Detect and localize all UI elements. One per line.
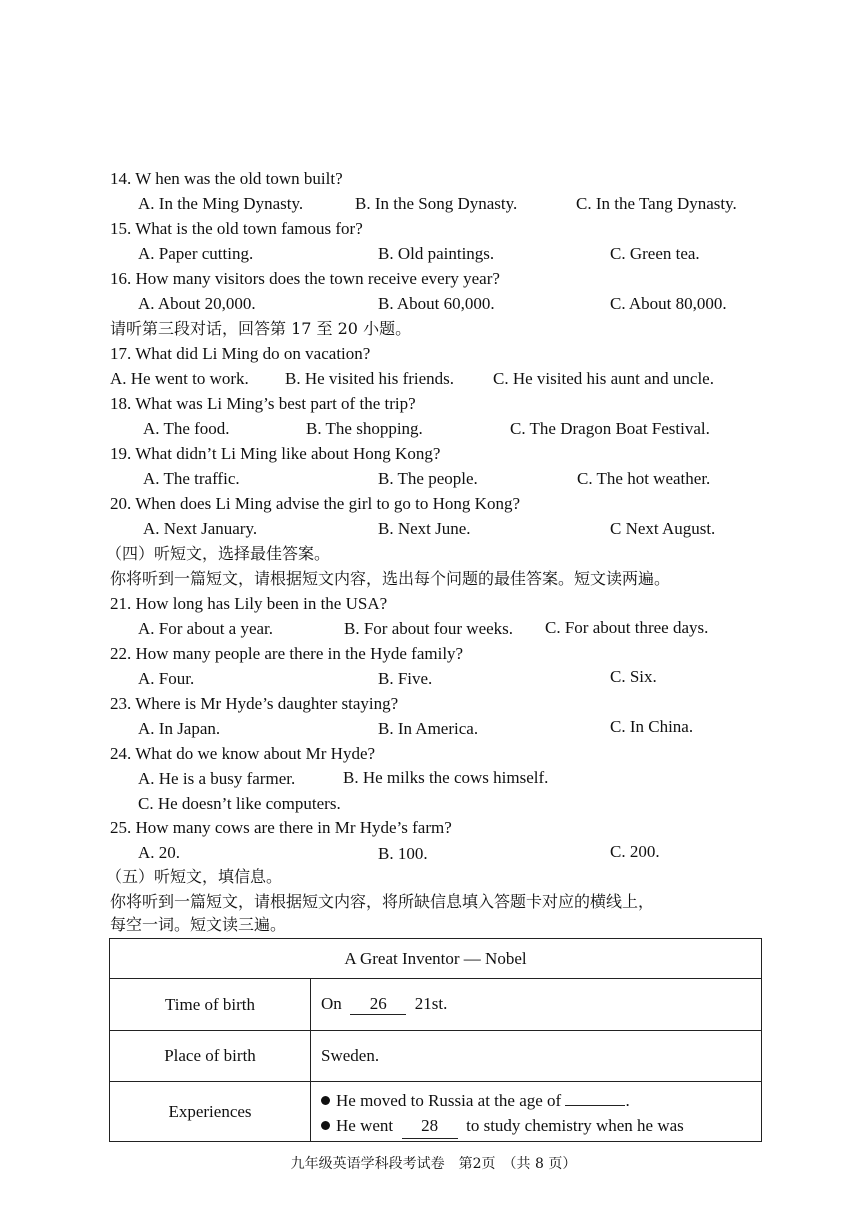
- option-22c: C. Six.: [610, 667, 657, 686]
- place-of-birth-label: Place of birth: [110, 1031, 311, 1082]
- option-18a: A. The food.: [143, 419, 230, 438]
- option-23c: C. In China.: [610, 717, 694, 736]
- question-23: 23. Where is Mr Hyde’s daughter staying?: [110, 694, 399, 713]
- info-table: [109, 938, 762, 1142]
- part5-desc-2: 每空一词。短文读三遍。: [110, 915, 287, 934]
- option-22b: B. Five.: [378, 669, 433, 688]
- blank-26[interactable]: 26: [350, 994, 406, 1015]
- option-23b: B. In America.: [378, 719, 479, 738]
- question-18: 18. What was Li Ming’s best part of the trip?: [110, 394, 416, 413]
- part4-title: （四）听短文，选择最佳答案。: [106, 544, 331, 563]
- option-24a: A. He is a busy farmer.: [138, 769, 296, 788]
- blank-27[interactable]: [565, 1105, 625, 1106]
- option-17b: B. He visited his friends.: [285, 369, 455, 388]
- part4-desc: 你将听到一篇短文，请根据短文内容，选出每个问题的最佳答案。短文读两遍。: [110, 569, 671, 588]
- option-16c: C. About 80,000.: [610, 294, 727, 313]
- blank-28[interactable]: 28: [402, 1113, 458, 1139]
- option-14b: B. In the Song Dynasty.: [355, 194, 518, 213]
- option-15b: B. Old paintings.: [378, 244, 495, 263]
- page-footer: 九年级英语学科段考试卷 第2页 （共 8 页）: [290, 1156, 577, 1172]
- option-25c: C. 200.: [610, 842, 660, 861]
- option-18c: C. The Dragon Boat Festival.: [510, 419, 710, 438]
- option-20a: A. Next January.: [143, 519, 258, 538]
- option-17c: C. He visited his aunt and uncle.: [493, 369, 714, 388]
- time-of-birth-value: On 26 21st.: [311, 979, 762, 1031]
- option-15c: C. Green tea.: [610, 244, 700, 263]
- question-19: 19. What didn’t Li Ming like about Hong Kong?: [110, 444, 441, 463]
- question-20: 20. When does Li Ming advise the girl to go to Hong Kong?: [110, 494, 521, 513]
- part5-title: （五）听短文，填信息。: [106, 867, 283, 886]
- option-21a: A. For about a year.: [138, 619, 274, 638]
- option-16b: B. About 60,000.: [378, 294, 495, 313]
- option-18b: B. The shopping.: [306, 419, 423, 438]
- question-25: 25. How many cows are there in Mr Hyde’s farm?: [110, 818, 452, 837]
- option-14a: A. In the Ming Dynasty.: [138, 194, 304, 213]
- experiences-value: [311, 1082, 762, 1142]
- option-16a: A. About 20,000.: [138, 294, 256, 313]
- bullet-icon: [321, 1121, 330, 1130]
- question-21: 21. How long has Lily been in the USA?: [110, 594, 388, 613]
- option-24c: C. He doesn’t like computers.: [138, 794, 341, 813]
- option-20b: B. Next June.: [378, 519, 471, 538]
- option-21b: B. For about four weeks.: [344, 619, 514, 638]
- question-14: 14. W hen was the old town built?: [110, 169, 343, 188]
- place-of-birth-value: Sweden.: [311, 1031, 762, 1082]
- experiences-label: Experiences: [110, 1082, 311, 1142]
- question-22: 22. How many people are there in the Hyde family?: [110, 644, 464, 663]
- question-16: 16. How many visitors does the town receive every year?: [110, 269, 500, 288]
- question-15: 15. What is the old town famous for?: [110, 219, 363, 238]
- experience-line-1: He moved to Russia at the age of .: [321, 1088, 751, 1113]
- option-19c: C. The hot weather.: [577, 469, 711, 488]
- experience-line-2: He went 28 to study chemistry when he was: [321, 1113, 751, 1139]
- bullet-icon: [321, 1096, 330, 1105]
- option-24b: B. He milks the cows himself.: [343, 768, 549, 787]
- option-25b: B. 100.: [378, 844, 428, 863]
- part3-note: 请听第三段对话，回答第 17 至 20 小题。: [110, 319, 412, 338]
- table-title: A Great Inventor — Nobel: [110, 939, 762, 979]
- option-20c: C Next August.: [610, 519, 716, 538]
- option-19b: B. The people.: [378, 469, 478, 488]
- time-of-birth-label: Time of birth: [110, 979, 311, 1031]
- option-15a: A. Paper cutting.: [138, 244, 254, 263]
- option-14c: C. In the Tang Dynasty.: [576, 194, 737, 213]
- option-25a: A. 20.: [138, 843, 181, 862]
- option-22a: A. Four.: [138, 669, 195, 688]
- option-19a: A. The traffic.: [143, 469, 240, 488]
- part5-desc-1: 你将听到一篇短文，请根据短文内容，将所缺信息填入答题卡对应的横线上，: [110, 892, 655, 911]
- question-24: 24. What do we know about Mr Hyde?: [110, 744, 376, 763]
- question-17: 17. What did Li Ming do on vacation?: [110, 344, 371, 363]
- option-21c: C. For about three days.: [545, 618, 709, 637]
- option-17a: A. He went to work.: [110, 369, 249, 388]
- option-23a: A. In Japan.: [138, 719, 221, 738]
